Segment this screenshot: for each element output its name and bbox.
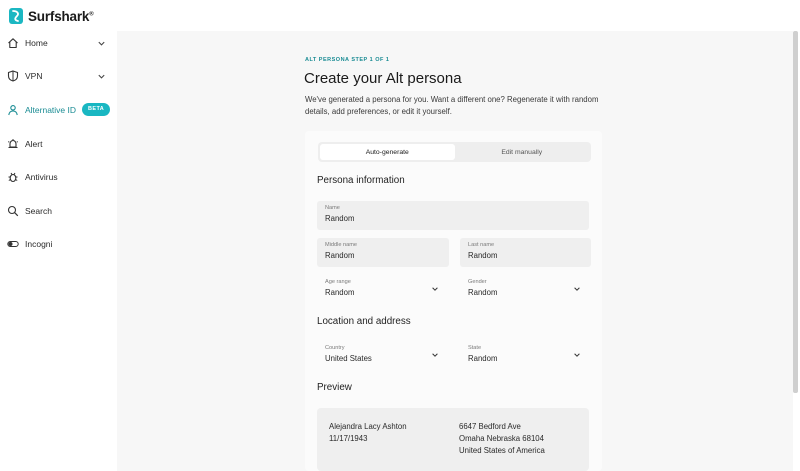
chevron-down-icon — [431, 351, 439, 359]
page-title: Create your Alt persona — [304, 70, 462, 87]
name-field[interactable] — [317, 201, 589, 230]
field-value: Random — [468, 354, 498, 363]
sidebar-item-home[interactable] — [0, 32, 117, 54]
brand-name: Surfshark® — [28, 8, 94, 24]
chevron-down-icon — [573, 285, 581, 293]
middle-name-field[interactable] — [317, 238, 449, 267]
preview-city-line: Omaha Nebraska 68104 — [459, 434, 544, 443]
field-label: Middle name — [325, 242, 358, 248]
state-select[interactable] — [460, 341, 591, 370]
shield-icon — [6, 70, 19, 83]
beta-badge: BETA — [82, 103, 110, 116]
sidebar-item-label: Alternative ID — [25, 105, 77, 115]
sidebar-item-alternative-id[interactable] — [0, 99, 117, 121]
section-title-persona: Persona information — [317, 175, 405, 186]
field-label: Name — [325, 205, 340, 211]
sidebar-item-label: Search — [25, 206, 52, 216]
field-value: Random — [468, 251, 498, 260]
preview-birth-date: 11/17/1943 — [329, 434, 368, 443]
tab-auto-generate[interactable]: Auto-generate — [320, 144, 455, 160]
field-value: Random — [325, 251, 355, 260]
preview-full-name: Alejandra Lacy Ashton — [329, 422, 407, 431]
field-value: United States — [325, 354, 372, 363]
sidebar — [0, 0, 117, 471]
home-icon — [6, 37, 19, 50]
gender-select[interactable] — [460, 275, 591, 304]
chevron-down-icon[interactable] — [97, 72, 106, 81]
step-indicator: ALT PERSONA STEP 1 OF 1 — [305, 57, 390, 63]
sidebar-item-vpn[interactable] — [0, 65, 117, 87]
field-label: Gender — [468, 279, 487, 285]
field-value: Random — [325, 214, 355, 223]
sidebar-item-label: VPN — [25, 71, 43, 81]
chevron-down-icon — [431, 285, 439, 293]
section-title-location: Location and address — [317, 316, 411, 327]
tab-edit-manually[interactable]: Edit manually — [501, 148, 543, 156]
sidebar-item-label: Antivirus — [25, 172, 58, 182]
sidebar-item-label: Incogni — [25, 239, 53, 249]
chevron-down-icon — [573, 351, 581, 359]
mode-tabs — [318, 142, 591, 162]
field-label: Age range — [325, 279, 351, 285]
page-description: We've generated a persona for you. Want a different one? Regenerate it with random details, add preferences, or edit it yourself. — [305, 95, 599, 116]
sidebar-item-antivirus[interactable] — [0, 166, 117, 188]
field-value: Random — [325, 288, 355, 297]
chevron-down-icon[interactable] — [97, 39, 106, 48]
sidebar-item-label: Home — [25, 38, 48, 48]
preview-street: 6647 Bedford Ave — [459, 422, 521, 431]
surfshark-logo[interactable] — [9, 8, 93, 24]
alert-icon — [6, 138, 19, 151]
country-select[interactable] — [317, 341, 449, 370]
scrollbar[interactable] — [793, 31, 798, 393]
field-value: Random — [468, 288, 498, 297]
sidebar-item-incogni[interactable] — [0, 233, 117, 255]
toggle-icon — [6, 238, 19, 251]
preview-country: United States of America — [459, 446, 545, 455]
search-icon — [6, 205, 19, 218]
field-label: Country — [325, 345, 345, 351]
surfshark-logo-icon — [9, 8, 23, 24]
age-range-select[interactable] — [317, 275, 449, 304]
bug-icon — [6, 171, 19, 184]
person-icon — [6, 104, 19, 117]
field-label: State — [468, 345, 482, 351]
sidebar-item-search[interactable] — [0, 200, 117, 222]
last-name-field[interactable] — [460, 238, 591, 267]
sidebar-item-label: Alert — [25, 139, 43, 149]
field-label: Last name — [468, 242, 495, 248]
sidebar-item-alert[interactable] — [0, 133, 117, 155]
section-title-preview: Preview — [317, 382, 352, 393]
